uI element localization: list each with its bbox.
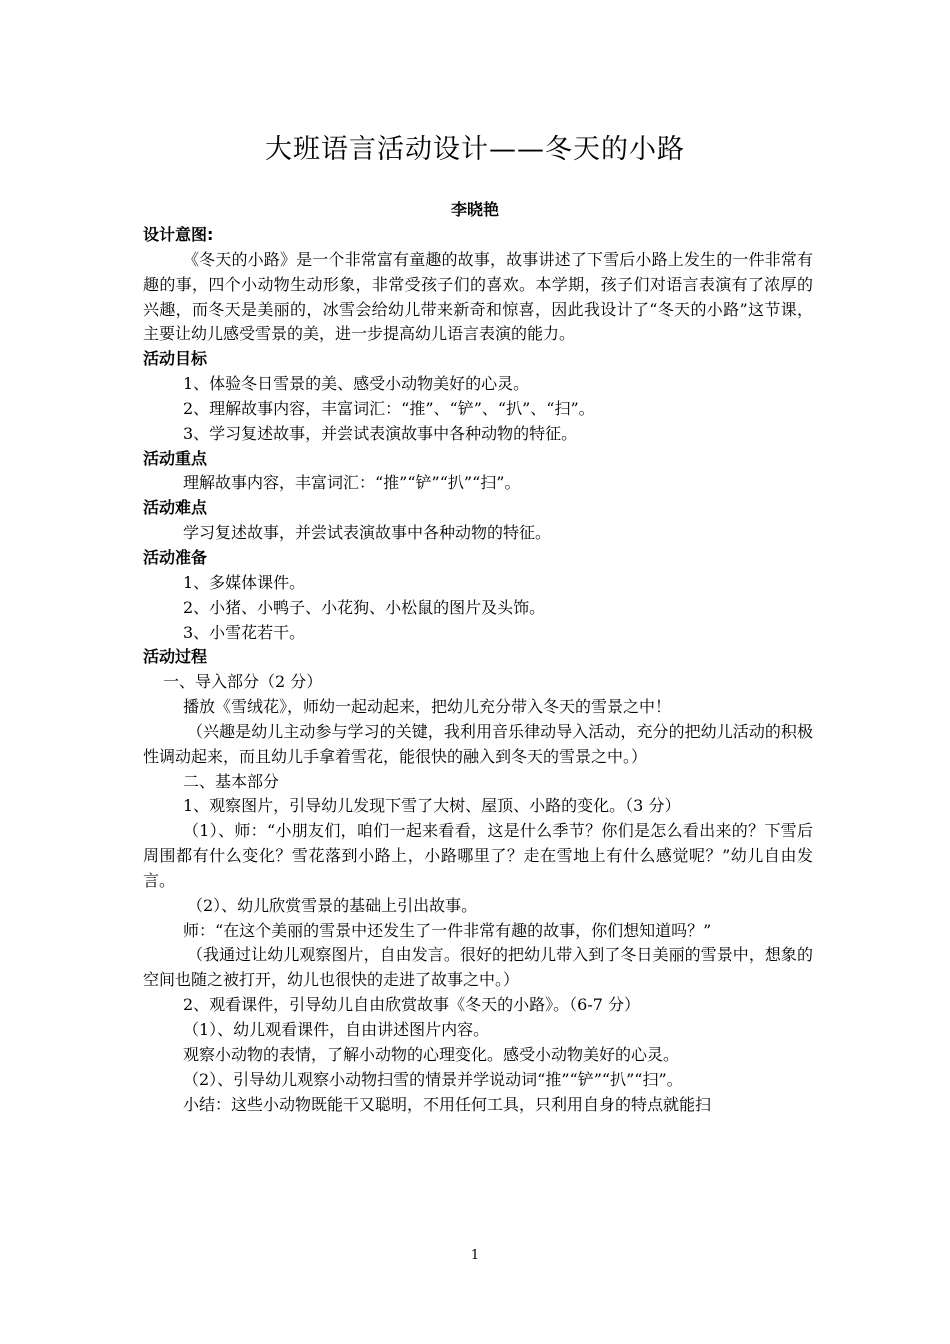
process-paragraph: 小结：这些小动物既能干又聪明，不用任何工具，只利用自身的特点就能扫 [183, 1094, 712, 1114]
process-paragraph: 二、基本部分 [183, 771, 280, 791]
section-heading-key: 活动重点 [143, 448, 208, 468]
process-paragraph: （2）、引导幼儿观察小动物扫雪的情景并学说动词“推”“铲”“扒”“扫”。 [183, 1069, 683, 1089]
process-paragraph: 观察小动物的表情，了解小动物的心理变化。感受小动物美好的心灵。 [183, 1044, 680, 1064]
prep-item-3: 3、小雪花若干。 [183, 622, 306, 642]
process-paragraph: 1、观察图片，引导幼儿发现下雪了大树、屋顶、小路的变化。（3 分） [183, 796, 681, 816]
process-paragraph: （兴趣是幼儿主动参与学习的关键，我利用音乐律动导入活动，充分的把幼儿活动的积极性调动起来，而且幼儿手拿着雪花，能很快的融入到冬天的雪景之中。） [143, 721, 813, 766]
goal-item-2: 2、理解故事内容，丰富词汇：“推”、“铲”、“扒”、“扫”。 [183, 398, 595, 418]
document-title: 大班语言活动设计——冬天的小路 [265, 134, 685, 165]
author-name: 李晓艳 [450, 200, 499, 219]
goal-item-1: 1、体验冬日雪景的美、感受小动物美好的心灵。 [183, 374, 530, 394]
section-heading-difficulty: 活动难点 [143, 498, 208, 518]
page-number: 1 [470, 1248, 480, 1263]
section-heading-process: 活动过程 [143, 647, 208, 667]
goal-item-3: 3、学习复述故事，并尝试表演故事中各种动物的特征。 [183, 423, 578, 443]
process-paragraph: （1）、师：“小朋友们，咱们一起来看看，这是什么季节？你们是怎么看出来的？下雪后周围都有什么变化？雪花落到小路上，小路哪里了？走在雪地上有什么感觉呢？”幼儿自由发言。 [143, 821, 813, 890]
paragraph-key: 理解故事内容，丰富词汇：“推”“铲”“扒”“扫”。 [183, 473, 521, 493]
prep-item-1: 1、多媒体课件。 [183, 572, 306, 592]
process-paragraph: 播放《雪绒花》，师幼一起动起来，把幼儿充分带入冬天的雪景之中！ [183, 697, 672, 717]
process-paragraph: 师：“在这个美丽的雪景中还发生了一件非常有趣的故事，你们想知道吗？” [183, 920, 712, 940]
process-paragraph: 一、导入部分（2 分） [163, 672, 323, 692]
paragraph-difficulty: 学习复述故事，并尝试表演故事中各种动物的特征。 [183, 523, 552, 543]
section-heading-preparation: 活动准备 [143, 547, 208, 567]
paragraph-design-intent: 《冬天的小路》是一个非常富有童趣的故事，故事讲述了下雪后小路上发生的一件非常有趣的事，四个小动物生动形象，非常受孩子们的喜欢。本学期，孩子们对语言表演有了浓厚的兴趣，而冬天是美丽的，冰雪会给幼儿带来新奇和惊喜，因此我设计了“冬天的小路”这节课，主要让幼儿感受雪景的美，进一步提高幼儿语言表演的能力。 [143, 249, 813, 344]
prep-item-2: 2、小猪、小鸭子、小花狗、小松鼠的图片及头饰。 [183, 597, 546, 617]
process-paragraph: （我通过让幼儿观察图片，自由发言。很好的把幼儿带入到了冬日美丽的雪景中，想象的空间也随之被打开，幼儿也很快的走进了故事之中。） [143, 945, 813, 990]
process-paragraph: 2、观看课件，引导幼儿自由欣赏故事《冬天的小路》。（6-7 分） [183, 995, 641, 1015]
process-paragraph: （1）、幼儿观看课件，自由讲述图片内容。 [183, 1020, 490, 1039]
document-body [143, 223, 813, 1117]
section-heading-goals: 活动目标 [143, 349, 208, 369]
process-paragraph: （2）、幼儿欣赏雪景的基础上引出故事。 [187, 895, 478, 915]
section-heading-design: 设计意图: [143, 225, 214, 244]
